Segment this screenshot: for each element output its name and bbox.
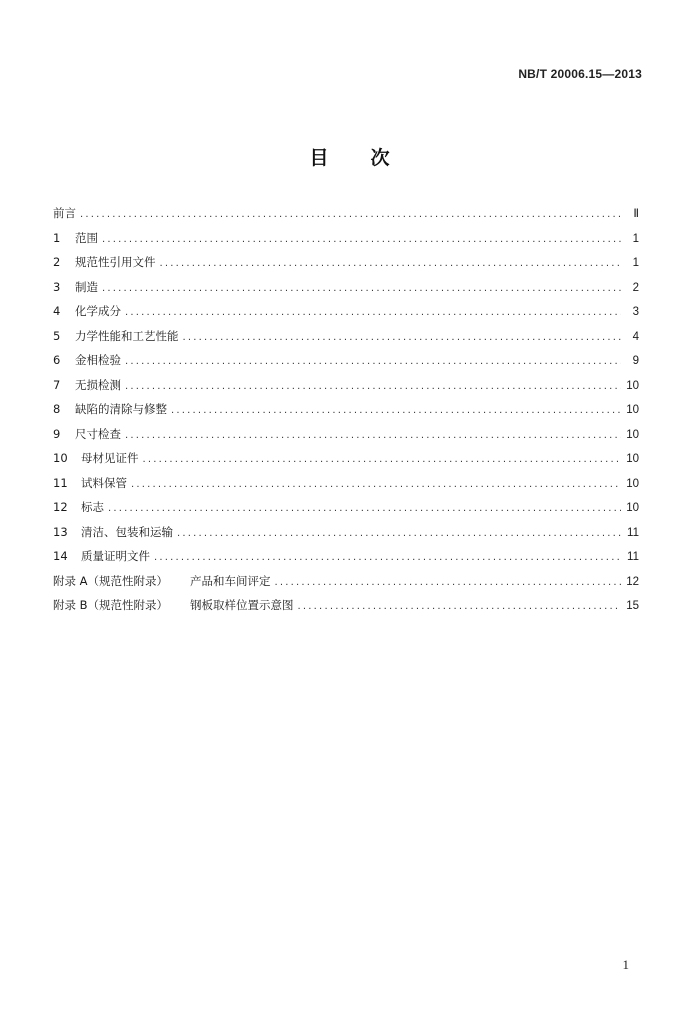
toc-label: 标志	[81, 500, 104, 514]
toc-leader	[125, 353, 621, 371]
toc-leader	[183, 329, 622, 347]
toc-entry-3[interactable]	[53, 278, 639, 303]
toc-number: 12	[53, 500, 68, 514]
toc-label: 钢板取样位置示意图	[190, 598, 294, 612]
toc-entry-2[interactable]	[53, 253, 639, 278]
toc-label: 无损检测	[75, 377, 121, 392]
toc-number: 9	[53, 426, 61, 441]
toc-number: 6	[53, 353, 61, 367]
toc-number: 14	[53, 549, 68, 563]
toc-entry-13[interactable]	[53, 523, 639, 548]
toc-leader	[125, 378, 621, 396]
toc-page-number: 1	[632, 257, 639, 269]
toc-label: 试料保管	[81, 475, 127, 490]
toc-page-number: 10	[626, 428, 639, 441]
toc-leader	[154, 549, 621, 567]
toc-entry-14[interactable]	[53, 547, 639, 572]
toc-annex-number: 附录 B（规范性附录）	[53, 598, 169, 612]
toc-number: 13	[53, 524, 68, 539]
toc-label: 尺寸检查	[75, 426, 121, 441]
toc-entry-12[interactable]	[53, 498, 639, 523]
toc-entry-4[interactable]	[53, 302, 639, 327]
page-number: 1	[622, 957, 629, 972]
toc-number: 1	[53, 230, 61, 245]
toc-label: 清洁、包装和运输	[81, 524, 173, 539]
toc-label: 产品和车间评定	[190, 573, 271, 588]
toc-entry-9[interactable]	[53, 425, 639, 450]
toc-leader	[177, 525, 621, 543]
toc-entry-8[interactable]	[53, 400, 639, 425]
toc-leader	[160, 255, 622, 273]
toc-number: 3	[53, 279, 61, 294]
toc-entry-10[interactable]	[53, 449, 639, 474]
toc-entry-6[interactable]	[53, 351, 639, 376]
toc-entry-7[interactable]	[53, 376, 639, 401]
toc-page-number: 15	[626, 600, 639, 612]
toc-leader	[80, 206, 621, 224]
toc-leader	[102, 231, 621, 249]
toc-entry-foreword[interactable]	[53, 204, 639, 229]
toc-number: 7	[53, 377, 61, 392]
toc-page-number: 4	[632, 330, 639, 343]
toc-number: 11	[53, 475, 68, 490]
standard-code: NB/T 20006.15—2013	[518, 67, 642, 81]
toc-page-number: 10	[626, 453, 639, 465]
toc-label: 范围	[75, 230, 98, 245]
toc-label: 前言	[53, 206, 76, 220]
toc-leader	[125, 304, 621, 322]
toc-leader	[275, 574, 621, 592]
toc-entry-annex-a[interactable]	[53, 572, 639, 597]
toc-page-number: 10	[626, 502, 639, 514]
toc-entry-1[interactable]	[53, 229, 639, 254]
toc-page-number: 10	[626, 477, 639, 490]
toc-page-number: 1	[632, 232, 639, 245]
title-char-2: 次	[370, 147, 390, 169]
toc-page-number: 11	[627, 551, 639, 563]
toc-page-number: 12	[626, 575, 639, 588]
toc-page-number: 11	[627, 526, 639, 539]
toc-leader	[108, 500, 621, 518]
toc-label: 化学成分	[75, 304, 121, 318]
toc-leader	[131, 476, 621, 494]
toc-number: 4	[53, 304, 61, 318]
toc-label: 规范性引用文件	[75, 255, 156, 269]
toc-leader	[102, 280, 621, 298]
toc-page-number: 9	[632, 355, 639, 367]
toc-annex-number: 附录 A（规范性附录）	[53, 573, 169, 588]
toc-page-number: 2	[632, 281, 639, 294]
toc-page-number: Ⅱ	[633, 208, 639, 220]
toc-number: 2	[53, 255, 61, 269]
toc-leader	[298, 598, 621, 616]
toc-page-number: 10	[626, 379, 639, 392]
toc-leader	[171, 402, 621, 420]
toc-entry-5[interactable]	[53, 327, 639, 352]
table-of-contents	[53, 204, 639, 621]
toc-leader	[125, 427, 621, 445]
toc-leader	[143, 451, 622, 469]
toc-entry-11[interactable]	[53, 474, 639, 499]
toc-label: 缺陷的清除与修整	[75, 402, 167, 416]
toc-label: 金相检验	[75, 353, 121, 367]
title-char-1: 目	[309, 147, 329, 169]
toc-label: 制造	[75, 279, 98, 294]
toc-label: 质量证明文件	[81, 549, 150, 563]
toc-entry-annex-b[interactable]	[53, 596, 639, 621]
toc-number: 10	[53, 451, 68, 465]
toc-label: 力学性能和工艺性能	[75, 328, 179, 343]
page-title	[0, 143, 699, 170]
toc-label: 母材见证件	[81, 451, 139, 465]
toc-number: 5	[53, 328, 61, 343]
toc-page-number: 3	[632, 306, 639, 318]
toc-page-number: 10	[626, 404, 639, 416]
toc-number: 8	[53, 402, 61, 416]
